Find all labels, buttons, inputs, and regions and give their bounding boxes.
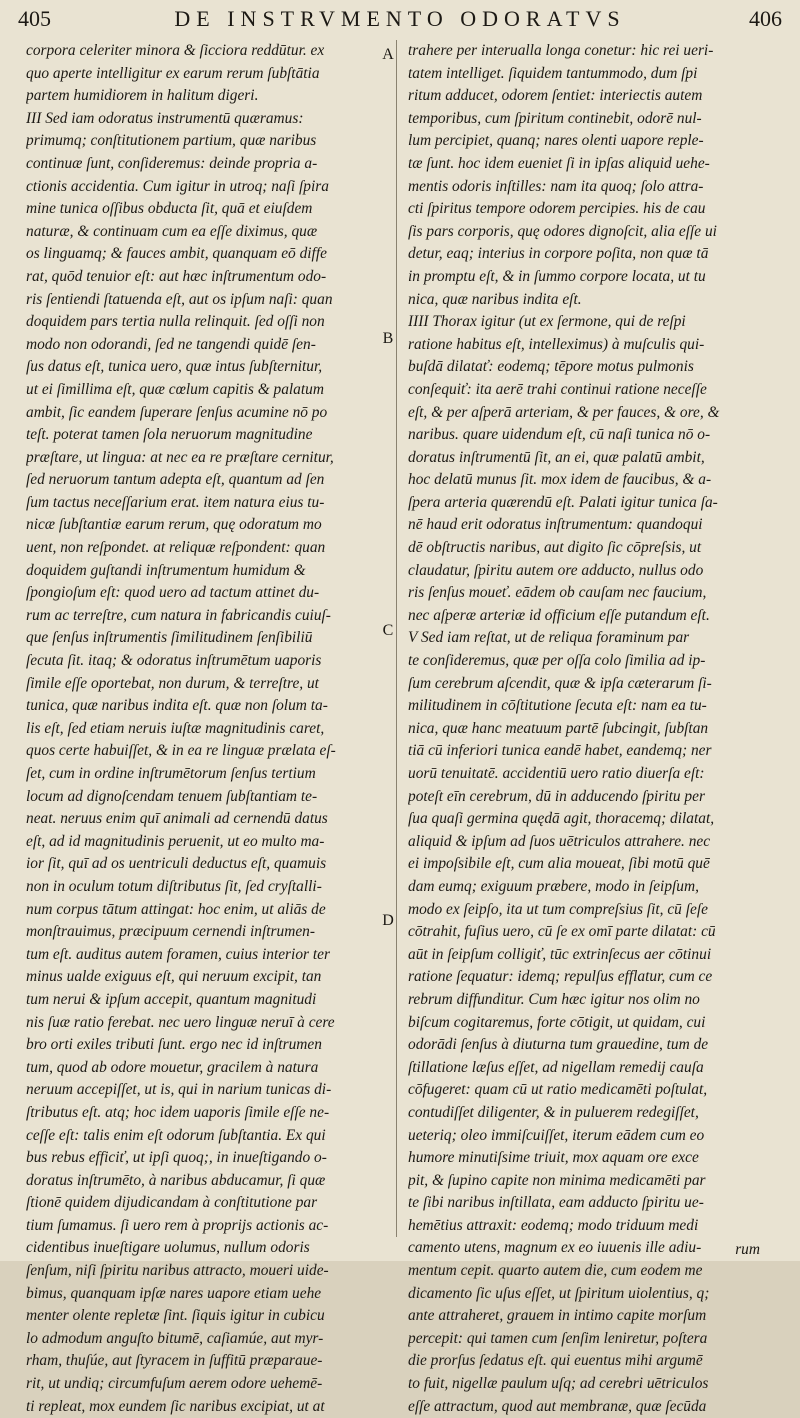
text-line: rit, ut undiq; circumfuſum aerem odore uehemē-	[26, 1375, 323, 1393]
text-line: militudinem in cōſtitutione ſecuta eſt: nam ea tu-	[408, 697, 707, 715]
text-line: ſet, cum in ordine inſtrumētorum ſenſus tertium	[26, 765, 316, 782]
text-line: ſed neruorum tantum adepta eſt, quantum ad ſen	[26, 471, 325, 489]
text-line: lo admodum anguſto bitumē, caſiamúe, aut myr-	[26, 1329, 324, 1347]
text-line: ſis pars corporis, quę odores dignoſcit, alia eſſe ui	[408, 222, 717, 240]
catchword: rum	[735, 1241, 760, 1258]
text-line: quos certe habuiſſet, & in ea re linguæ prælata eſ-	[26, 742, 336, 760]
text-line: ut ei ſimillima eſt, quæ cœlum capitis & palatum	[26, 380, 324, 398]
text-line: neat. neruus enim quī animali ad cernendū datus	[26, 810, 328, 828]
text-line: ctionis accidentia. Cum igitur in utroq; naſi ſpira	[26, 177, 329, 195]
text-line: naturæ, & continuam cum ea eſſe diximus, quæ	[26, 222, 318, 240]
text-line: ſpongioſum eſt: quod uero ad tactum attinet du-	[26, 584, 320, 602]
text-line: ſpera arteria quærendū eſt. Palati igitur tunica ſa-	[408, 493, 718, 511]
text-line: aliquid & ipſum ad ſuos uētriculos attrahere. nec	[408, 832, 711, 850]
text-line: bus rebus efficiť, ut ipſi quoq;, in inueſtigando o-	[26, 1149, 327, 1167]
text-line: ſenſum, niſi ſpiritu naribus attracto, moueri uide-	[26, 1262, 329, 1280]
text-line: ei impoſsibile eſt, cum alia moueat, ſibi motū quē	[408, 855, 710, 873]
text-line: te ſibi naribus inſtillata, eam adducto ſpiritu ue-	[408, 1194, 704, 1212]
text-line: odorādi ſenſus à diuturna tum grauedine, tum de	[408, 1036, 709, 1054]
running-header	[18, 2, 782, 36]
text-line: IIII Thorax igitur (ut ex ſermone, qui de reſpi	[408, 313, 686, 331]
text-line: que ſenſus inſtrumentis ſimilitudinem ſenſibiliū	[26, 629, 313, 647]
text-line: bro orti exiles tributi ſunt. ergo nec id inſtrumen	[26, 1036, 322, 1054]
text-line: nica, quæ hanc meatuum partē ſubcingit, ſubſtan	[408, 719, 709, 737]
text-line: ris ſentiendi ſtatuenda eſt, aut os ipſum naſi: quan	[26, 290, 333, 308]
text-line: pit, & ſupino capite non minima medicamēti par	[408, 1171, 706, 1189]
text-line: claudatur, ſpiritu autem ore adducto, nullus odo	[408, 561, 704, 579]
text-line: ambit, ſic eandem ſuperare ſenſus acumine nō po	[26, 403, 328, 421]
text-line: tæ ſunt. hoc idem eueniet ſi in ipſas aliquid uehe-	[408, 154, 710, 172]
text-line: nec aſperæ arteriæ id officium eſſe putandum eſt.	[408, 606, 710, 624]
text-line: doratus inſtrumēto, à naribus abducamur, ſi quæ	[26, 1171, 326, 1189]
text-line: uorū tenuitatē. accidentiū uero ratio diuerſa eſt:	[408, 765, 705, 782]
text-line: ritum adducet, odorem ſentiet: interiectis autem	[408, 87, 703, 105]
text-line: bimus, quanquam ipſæ nares uapore etiam uehe	[26, 1284, 322, 1302]
text-line: ſtillatione læſus eſſet, ad nigellam remedij cauſa	[408, 1058, 704, 1076]
text-line: mentis odoris inſtilles: nam ita quoq; ſolo attra-	[408, 177, 704, 195]
text-line: nica, quæ naribus indita eſt.	[408, 290, 582, 308]
text-line: doratus inſtrumentū ſit, an ei, quæ palatū ambit,	[408, 448, 705, 466]
text-line: modo ex ſeipſo, ita ut tum compreſsius ſit, cū ſeſe	[408, 900, 708, 918]
text-line: tum eſt. auditus autem foramen, cuius interior ter	[26, 945, 330, 963]
text-line: ante attraheret, grauem in intimo capite morſum	[408, 1307, 707, 1325]
text-line: nē haud erit odoratus inſtrumentum: quandoqui	[408, 516, 703, 534]
text-line: tum nerui & ipſum accepit, quantum magnitudi	[26, 990, 317, 1008]
text-line: num corpus tātum attingat: hoc enim, ut aliās de	[26, 900, 326, 918]
text-line: nis ſuæ ratio ferebat. nec uero linguæ neruī à cere	[26, 1013, 335, 1031]
text-line: cti ſpiritus tempore odorem percipies. his de cau	[408, 200, 706, 218]
text-line: menter olente repletæ ſint. ſiquis igitur in cubicu	[26, 1307, 325, 1325]
text-line: continuæ ſunt, conſideremus: deinde propria a-	[26, 154, 318, 172]
text-line: rat, quōd tenuior eſt: aut hæc inſtrumentum odo-	[26, 267, 327, 285]
text-line: eſt, ad id magnitudinis peruenit, ut eo multo ma-	[26, 832, 325, 850]
text-line: ti repleat, mox eundem ſic naribus excipiat, ut at	[26, 1397, 325, 1415]
text-line: in promptu eſt, & in ſummo corpore locata, ut tu	[408, 267, 706, 285]
text-line: modo non odorandi, ſed ne tangendi quidē ſen-	[26, 335, 316, 353]
text-line: ratione habitus eſt, intelleximus) à muſculis qui-	[408, 335, 705, 353]
text-line: naribus. quare uidendum eſt, cū naſi tunica nō o-	[408, 426, 711, 444]
text-line: tatem intelliget. ſiquidem tantummodo, dum ſpi	[408, 64, 698, 82]
margin-letter-d: D	[382, 912, 394, 929]
text-line: dicamento ſic uſus eſſet, ut ſpiritum uiolentius, q;	[408, 1284, 710, 1302]
text-line: cōfugeret: quam cū ut ratio medicamēti poſtulat,	[408, 1081, 708, 1099]
text-line: ueteriq; oleo immiſcuiſſet, iterum eādem cum eo	[408, 1126, 705, 1144]
text-line: lum percipiet, quanq; nares olenti uapore reple-	[408, 132, 704, 150]
text-line: rebrum diffunditur. Cum hæc igitur nos olim no	[408, 990, 700, 1008]
text-line: tium ſumamus. ſi uero rem à proprijs actionis ac-	[26, 1216, 329, 1234]
text-line: ſtributus eſt. atq; hoc idem uaporis ſimile eſſe ne-	[26, 1103, 330, 1121]
text-line: ſimile eſſe oportebat, non durum, & terreſtre, ut	[26, 674, 319, 692]
text-line: ſua quaſi germina quędā agit, thoracemq; dilatat,	[408, 810, 715, 828]
text-line: buſdā dilatať: eodemq; tēpore motus pulmonis	[408, 358, 694, 376]
text-line: non in oculum totum diſtributus ſit, ſed cryſtalli-	[26, 877, 322, 895]
text-line: rum ac terreſtre, cum natura in fabricandis cuiuſ-	[26, 606, 331, 624]
text-line: dē obſtructis naribus, aut digito ſic cōpreſsis, ut	[408, 539, 702, 557]
left-page-number: 405	[18, 6, 51, 31]
running-title: DE INSTRVMENTO ODORATVS	[174, 6, 626, 31]
text-line: detur, eaq; interius in corpore poſita, non quæ tā	[408, 245, 709, 263]
text-line: temporibus, cum ſpiritum continebit, odorē nul-	[408, 109, 702, 127]
left-text-column	[26, 40, 386, 1418]
text-line: ſum tactus neceſſarium erat. item natura eius tu-	[26, 493, 325, 511]
text-line: doquidem guſtandi inſtrumentum humidum &	[26, 561, 306, 579]
text-line: corpora celeriter minora & ſicciora reddūtur. ex	[26, 42, 325, 59]
text-line: tum, quod ab odore mouetur, gracilem à natura	[26, 1058, 319, 1076]
text-line: poteſt eīn cerebrum, dū in adducendo ſpiritu per	[408, 787, 705, 805]
text-line: ſus datus eſt, tunica uero, quæ intus ſubſternitur,	[26, 358, 323, 376]
text-line: cidentibus inueſtigare uolumus, nullum odoris	[26, 1239, 310, 1257]
text-line: teſt. poterat tamen ſola neruorum magnitudine	[26, 426, 313, 444]
text-line: conſequiť: ita aerē trahi continui ratione neceſſe	[408, 380, 707, 398]
right-page-number: 406	[749, 6, 782, 31]
text-line: dam eumq; exiguum præbere, modo in ſeipſum,	[408, 877, 699, 895]
text-line: os linguamq; & fauces ambit, quanquam eō diffe	[26, 245, 327, 263]
text-line: hemētius attraxit: eodemq; modo triduum medi	[408, 1216, 699, 1234]
text-line: hoc delatū munus ſit. mox idem de faucibus, & a-	[408, 471, 712, 489]
right-text-column	[408, 40, 768, 1418]
text-line: eſt, & per aſperā arteriam, & per fauces, & ore, &	[408, 403, 720, 421]
text-line: tunica, quæ naribus indita eſt. quæ non ſolum ta-	[26, 697, 328, 715]
text-line: tiā cū inferiori tunica eandē habet, eandemq; ner	[408, 742, 712, 760]
text-line: humore minutiſsime triuit, mox aquam ore exce	[408, 1149, 699, 1167]
text-line: præſtare, ut lingua: at nec ea re præſtare cernitur,	[26, 448, 334, 466]
text-line: monſtrauimus, præcipuum cernendi inſtrumen-	[26, 923, 315, 941]
margin-letter-c: C	[382, 622, 394, 639]
text-line: percepit: qui tamen cum ſenſim leniretur, poſtera	[408, 1329, 708, 1347]
text-line: ſecuta ſit. itaq; & odoratus inſtrumētum uaporis	[26, 652, 322, 670]
text-line: neruum accepiſſet, ut is, qui in narium tunicas di-	[26, 1081, 332, 1099]
text-line: ſtionē quidem dijudicandam à conſtitutione par	[26, 1194, 318, 1212]
text-line: ris ſenſus moueť. eādem ob cauſam nec faucium,	[408, 584, 707, 602]
text-line: partem humidiorem in halitum digeri.	[26, 87, 259, 105]
text-line: quo aperte intelligitur ex earum rerum ſubſtātia	[26, 64, 320, 82]
text-line: rham, thuſúe, aut ſtyracem in ſuffitū præparaue-	[26, 1352, 323, 1370]
text-line: trahere per interualla longa conetur: hic rei ueri-	[408, 42, 714, 59]
text-line: mine tunica oſſibus obducta ſit, quā et eiuſdem	[26, 200, 313, 218]
text-line: primumq; conſtitutionem partium, quæ naribus	[26, 132, 317, 150]
text-line: contudiſſet diligenter, & in puluerem redegiſſet,	[408, 1103, 699, 1121]
text-line: ſum cerebrum aſcendit, quæ & ipſa cæterarum ſi-	[408, 674, 712, 692]
text-line: te conſideremus, quæ per oſſa colo ſimilia ad ip-	[408, 652, 706, 670]
text-line: lis eſt, ſed etiam neruis iuſtæ magnitudinis caret,	[26, 719, 325, 737]
text-line: biſcum cogitaremus, forte cōtigit, ut quidam, cui	[408, 1013, 706, 1031]
text-line: uent, non reſpondet. at reliquæ reſpondent: quan	[26, 539, 326, 557]
text-line: camento utens, magnum ex eo iuuenis ille adiu-	[408, 1239, 702, 1257]
text-line: aūt in ſeipſum colligiť, tūc extrinſecus aer cōtinui	[408, 945, 712, 963]
margin-letter-b: B	[382, 330, 394, 347]
text-line: III Sed iam odoratus instrumentū quæramus:	[26, 109, 304, 127]
text-line: ceſſe eſt: talis enim eſt odorum ſubſtantia. Ex qui	[26, 1126, 326, 1144]
text-line: ior ſit, quī ad os uentriculi deductus eſt, quamuis	[26, 855, 327, 873]
text-line: die prorſus ſedatus eſt. qui euentus mihi argumē	[408, 1352, 703, 1370]
text-line: nicæ ſubſtantiæ earum rerum, quę odoratum mo	[26, 516, 322, 534]
text-line: locum ad dignoſcendam tenuem ſubſtantiam te-	[26, 787, 318, 805]
text-line: to fuit, nigellæ paulum uſq; ad cerebri uētriculos	[408, 1375, 709, 1393]
text-line: V Sed iam reſtat, ut de reliqua foraminum par	[408, 629, 690, 647]
text-line: mentum cepit. quarto autem die, cum eodem me	[408, 1262, 703, 1280]
margin-letter-a: A	[382, 46, 394, 63]
text-line: minus ualde exiguus eſt, qui neruum excipit, tan	[26, 968, 322, 986]
text-line: ratione ſequatur: idemq; repulſus efflatur, cum ce	[408, 968, 713, 986]
text-line: doquidem pars tertia nulla relinquit. ſed oſſi non	[26, 313, 325, 331]
text-line: cōtrahit, fuſius uero, cū ſe ex omī parte dilatat: cū	[408, 923, 716, 941]
text-line: eſſe attractum, quod aut membranæ, quæ ſecūda	[408, 1397, 707, 1415]
